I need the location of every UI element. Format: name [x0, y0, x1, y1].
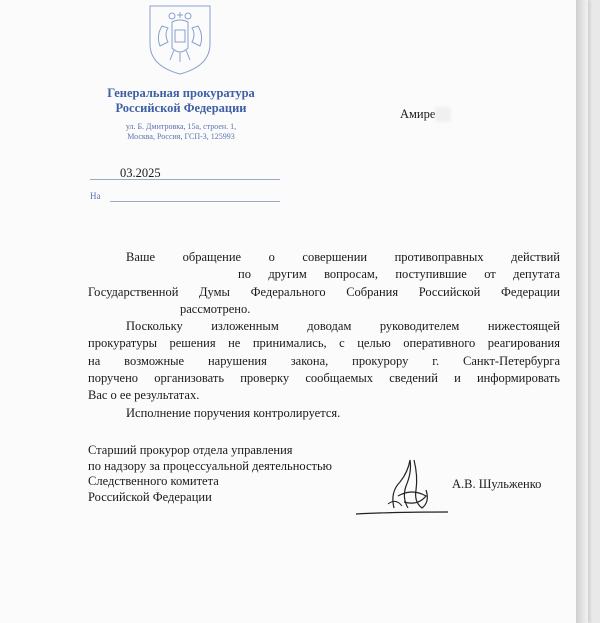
handwritten-signature	[352, 452, 452, 522]
body-line: Государственной Думы Федерального Собрания Российской Федерации	[88, 284, 560, 299]
letter-date: 03.2025	[120, 166, 161, 180]
address-line-1: ул. Б. Дмитровка, 15а, строен. 1,	[125, 122, 237, 131]
address-line-2: Москва, Россия, ГСП-3, 125993	[127, 132, 235, 141]
title-line: по надзору за процессуальной деятельностью	[88, 458, 333, 473]
signatory-title	[88, 443, 332, 505]
date-row	[90, 166, 280, 182]
reference-label: На	[90, 191, 101, 201]
letter-body	[88, 249, 560, 422]
body-line: рассмотрено.	[180, 301, 251, 316]
body-line: Исполнение поручения контролируется.	[126, 405, 341, 420]
emblem-icon	[148, 4, 212, 76]
signatory-name: А.В. Шульженко	[452, 477, 542, 491]
body-line: поручено организовать проверку сообщаемых сведений и информировать	[88, 371, 560, 386]
date-underline	[90, 179, 280, 180]
body-line: прокуратуры решения не принимались, с целью оперативного реагирования	[88, 336, 560, 351]
title-line: Следственного комитета	[88, 474, 219, 488]
org-line-1: Генеральная прокуратура	[107, 86, 255, 100]
recipient-name: Амире	[400, 107, 436, 121]
page-edge	[576, 0, 588, 623]
body-line: по другим вопросам, поступившие от депутата	[238, 267, 560, 282]
redaction	[435, 107, 450, 122]
recipient	[400, 107, 451, 122]
body-line: Вас о ее результатах.	[88, 388, 200, 403]
body-line: на возможные нарушения закона, прокурору г. Санкт-Петербурга	[88, 353, 560, 368]
title-line: Российской Федерации	[88, 489, 212, 504]
reference-row	[90, 190, 280, 206]
title-line: Старший прокурор отдела управления	[88, 443, 293, 457]
body-line: Ваше обращение о совершении противоправных действий	[126, 250, 560, 264]
reference-underline	[110, 201, 280, 202]
org-name	[96, 86, 266, 116]
body-line: Поскольку изложенным доводам руководителем нижестоящей	[126, 319, 560, 334]
org-address	[96, 122, 266, 142]
org-line-2: Российской Федерации	[115, 101, 247, 115]
